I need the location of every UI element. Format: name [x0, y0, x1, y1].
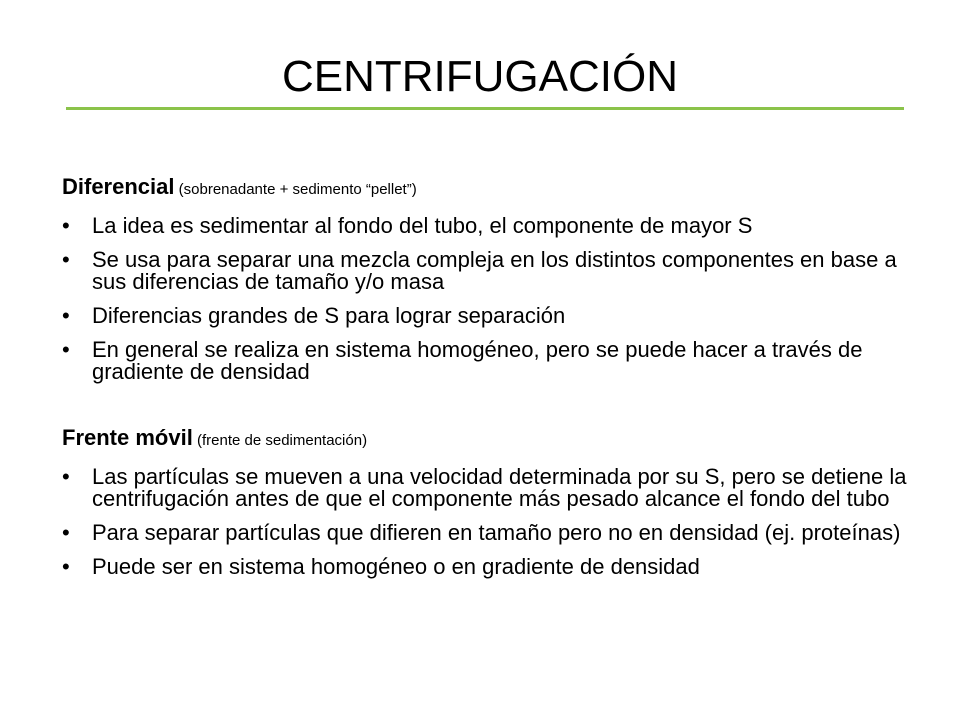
bullet-marker: •	[62, 520, 70, 545]
bullet-list-diferencial	[62, 215, 922, 383]
title-underline	[66, 107, 904, 110]
bullet-text: En general se realiza en sistema homogéneo, pero se puede hacer a través de gradiente de densidad	[92, 337, 863, 384]
bullet-item	[62, 305, 922, 327]
section-spacer	[62, 395, 922, 425]
bullet-marker: •	[62, 464, 70, 489]
bullet-marker: •	[62, 247, 70, 272]
bullet-item	[62, 466, 922, 510]
bullet-list-frente-movil	[62, 466, 922, 578]
section-note: (sobrenadante + sedimento “pellet”)	[174, 181, 417, 198]
bullet-item	[62, 522, 922, 544]
bullet-text: Puede ser en sistema homogéneo o en gradiente de densidad	[92, 554, 700, 579]
section-note: (frente de sedimentación)	[192, 432, 368, 449]
bullet-text: Para separar partículas que difieren en tamaño pero no en densidad (ej. proteínas)	[92, 520, 901, 545]
bullet-marker: •	[62, 303, 70, 328]
slide-title: CENTRIFUGACIÓN	[282, 52, 678, 101]
bullet-text: Se usa para separar una mezcla compleja en los distintos componentes en base a sus diferencias de tamaño y/o masa	[92, 247, 897, 294]
bullet-item	[62, 556, 922, 578]
bullet-item	[62, 215, 922, 237]
section-heading-diferencial	[62, 174, 922, 203]
section-heading-frente-movil	[62, 425, 922, 454]
section-title: Diferencial	[62, 174, 175, 199]
section-title: Frente móvil	[62, 425, 193, 450]
slide-content	[62, 174, 922, 590]
bullet-item	[62, 249, 922, 293]
bullet-item	[62, 339, 922, 383]
bullet-text: La idea es sedimentar al fondo del tubo, el componente de mayor S	[92, 213, 753, 238]
bullet-text: Las partículas se mueven a una velocidad determinada por su S, pero se detiene la centrifugación antes de que el componente más pesado alcance el fondo del tubo	[92, 464, 907, 511]
bullet-text: Diferencias grandes de S para lograr separación	[92, 303, 566, 328]
bullet-marker: •	[62, 337, 70, 362]
bullet-marker: •	[62, 554, 70, 579]
bullet-marker: •	[62, 213, 70, 238]
